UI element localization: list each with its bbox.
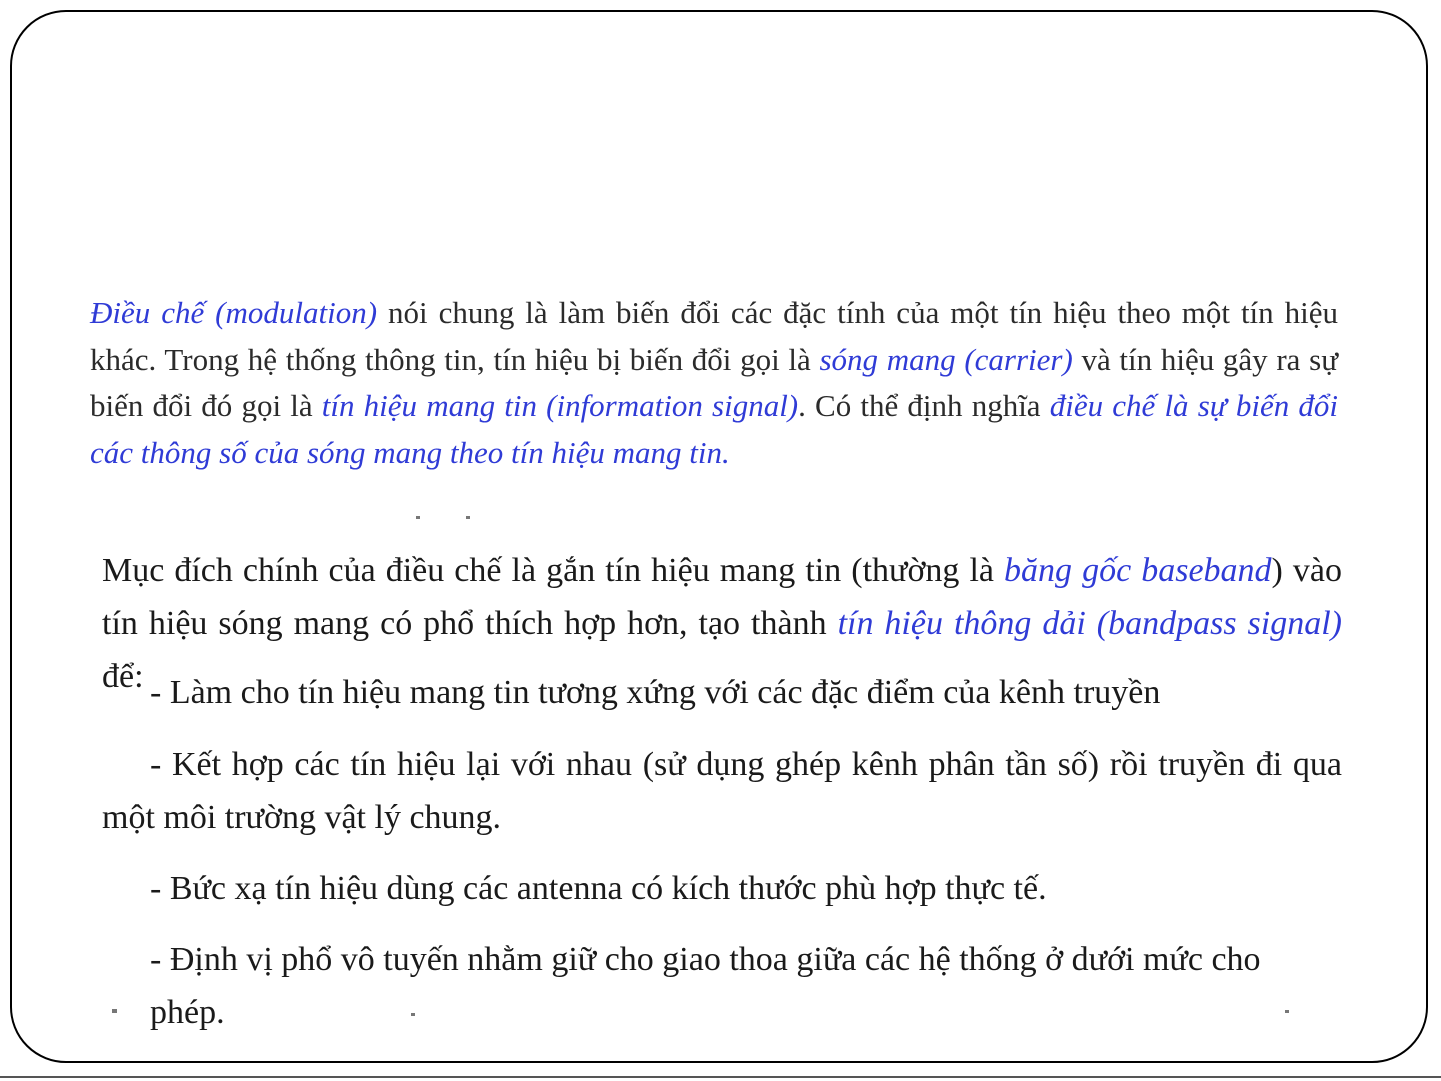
scan-speck — [1285, 1010, 1289, 1013]
bullet-item: - Làm cho tín hiệu mang tin tương xứng với các đặc điểm của kênh truyền — [150, 674, 1161, 711]
bullet-item: - Kết hợp các tín hiệu lại với nhau (sử dụng ghép kênh phân tần số) rồi truyền đi qua một môi trường vật lý chung. — [102, 746, 1342, 836]
modulation-definition: điều chế là sự biến đổi các thông số của sóng mang theo tín hiệu mang tin. — [90, 388, 1338, 470]
bottom-rule — [0, 1076, 1441, 1078]
scan-speck — [466, 516, 470, 519]
paragraph2-text-3: để: — [102, 658, 144, 695]
term-carrier: sóng mang (carrier) — [819, 341, 1073, 377]
term-information-signal: tín hiệu mang tin (information signal) — [321, 388, 799, 423]
scan-speck — [112, 1009, 117, 1013]
term-modulation: Điều chế (modulation) — [90, 295, 378, 330]
term-baseband: băng gốc baseband — [1004, 552, 1272, 589]
paragraph1-text-1: nói chung là làm biến đổi các đặc tính của một tín hiệu theo một tín hiệu khác. Trong hệ thống thông tin, tín hiệu bị biến đổi gọi là — [90, 295, 1338, 377]
bullet-item: - Bức xạ tín hiệu dùng các antenna có kích thước phù hợp thực tế. — [150, 870, 1047, 907]
paragraph1-text-2: và tín hiệu gây ra sự biến đổi đó gọi là — [90, 341, 1338, 423]
term-bandpass-signal: tín hiệu thông dải (bandpass signal) — [837, 605, 1342, 642]
bullet-item: - Định vị phổ vô tuyến nhằm giữ cho giao thoa giữa các hệ thống ở dưới mức cho phép. — [150, 941, 1261, 1031]
scan-speck — [411, 1013, 415, 1016]
scan-speck — [416, 516, 420, 519]
paragraph1-text-3: . Có thể định nghĩa — [798, 388, 1050, 423]
modulation-definition-paragraph — [90, 290, 1338, 476]
paragraph2-text-2: ) vào tín hiệu sóng mang có phổ thích hợp hơn, tạo thành — [102, 552, 1342, 642]
paragraph2-text-1: Mục đích chính của điều chế là gắn tín hiệu mang tin (thường là — [102, 552, 1005, 589]
